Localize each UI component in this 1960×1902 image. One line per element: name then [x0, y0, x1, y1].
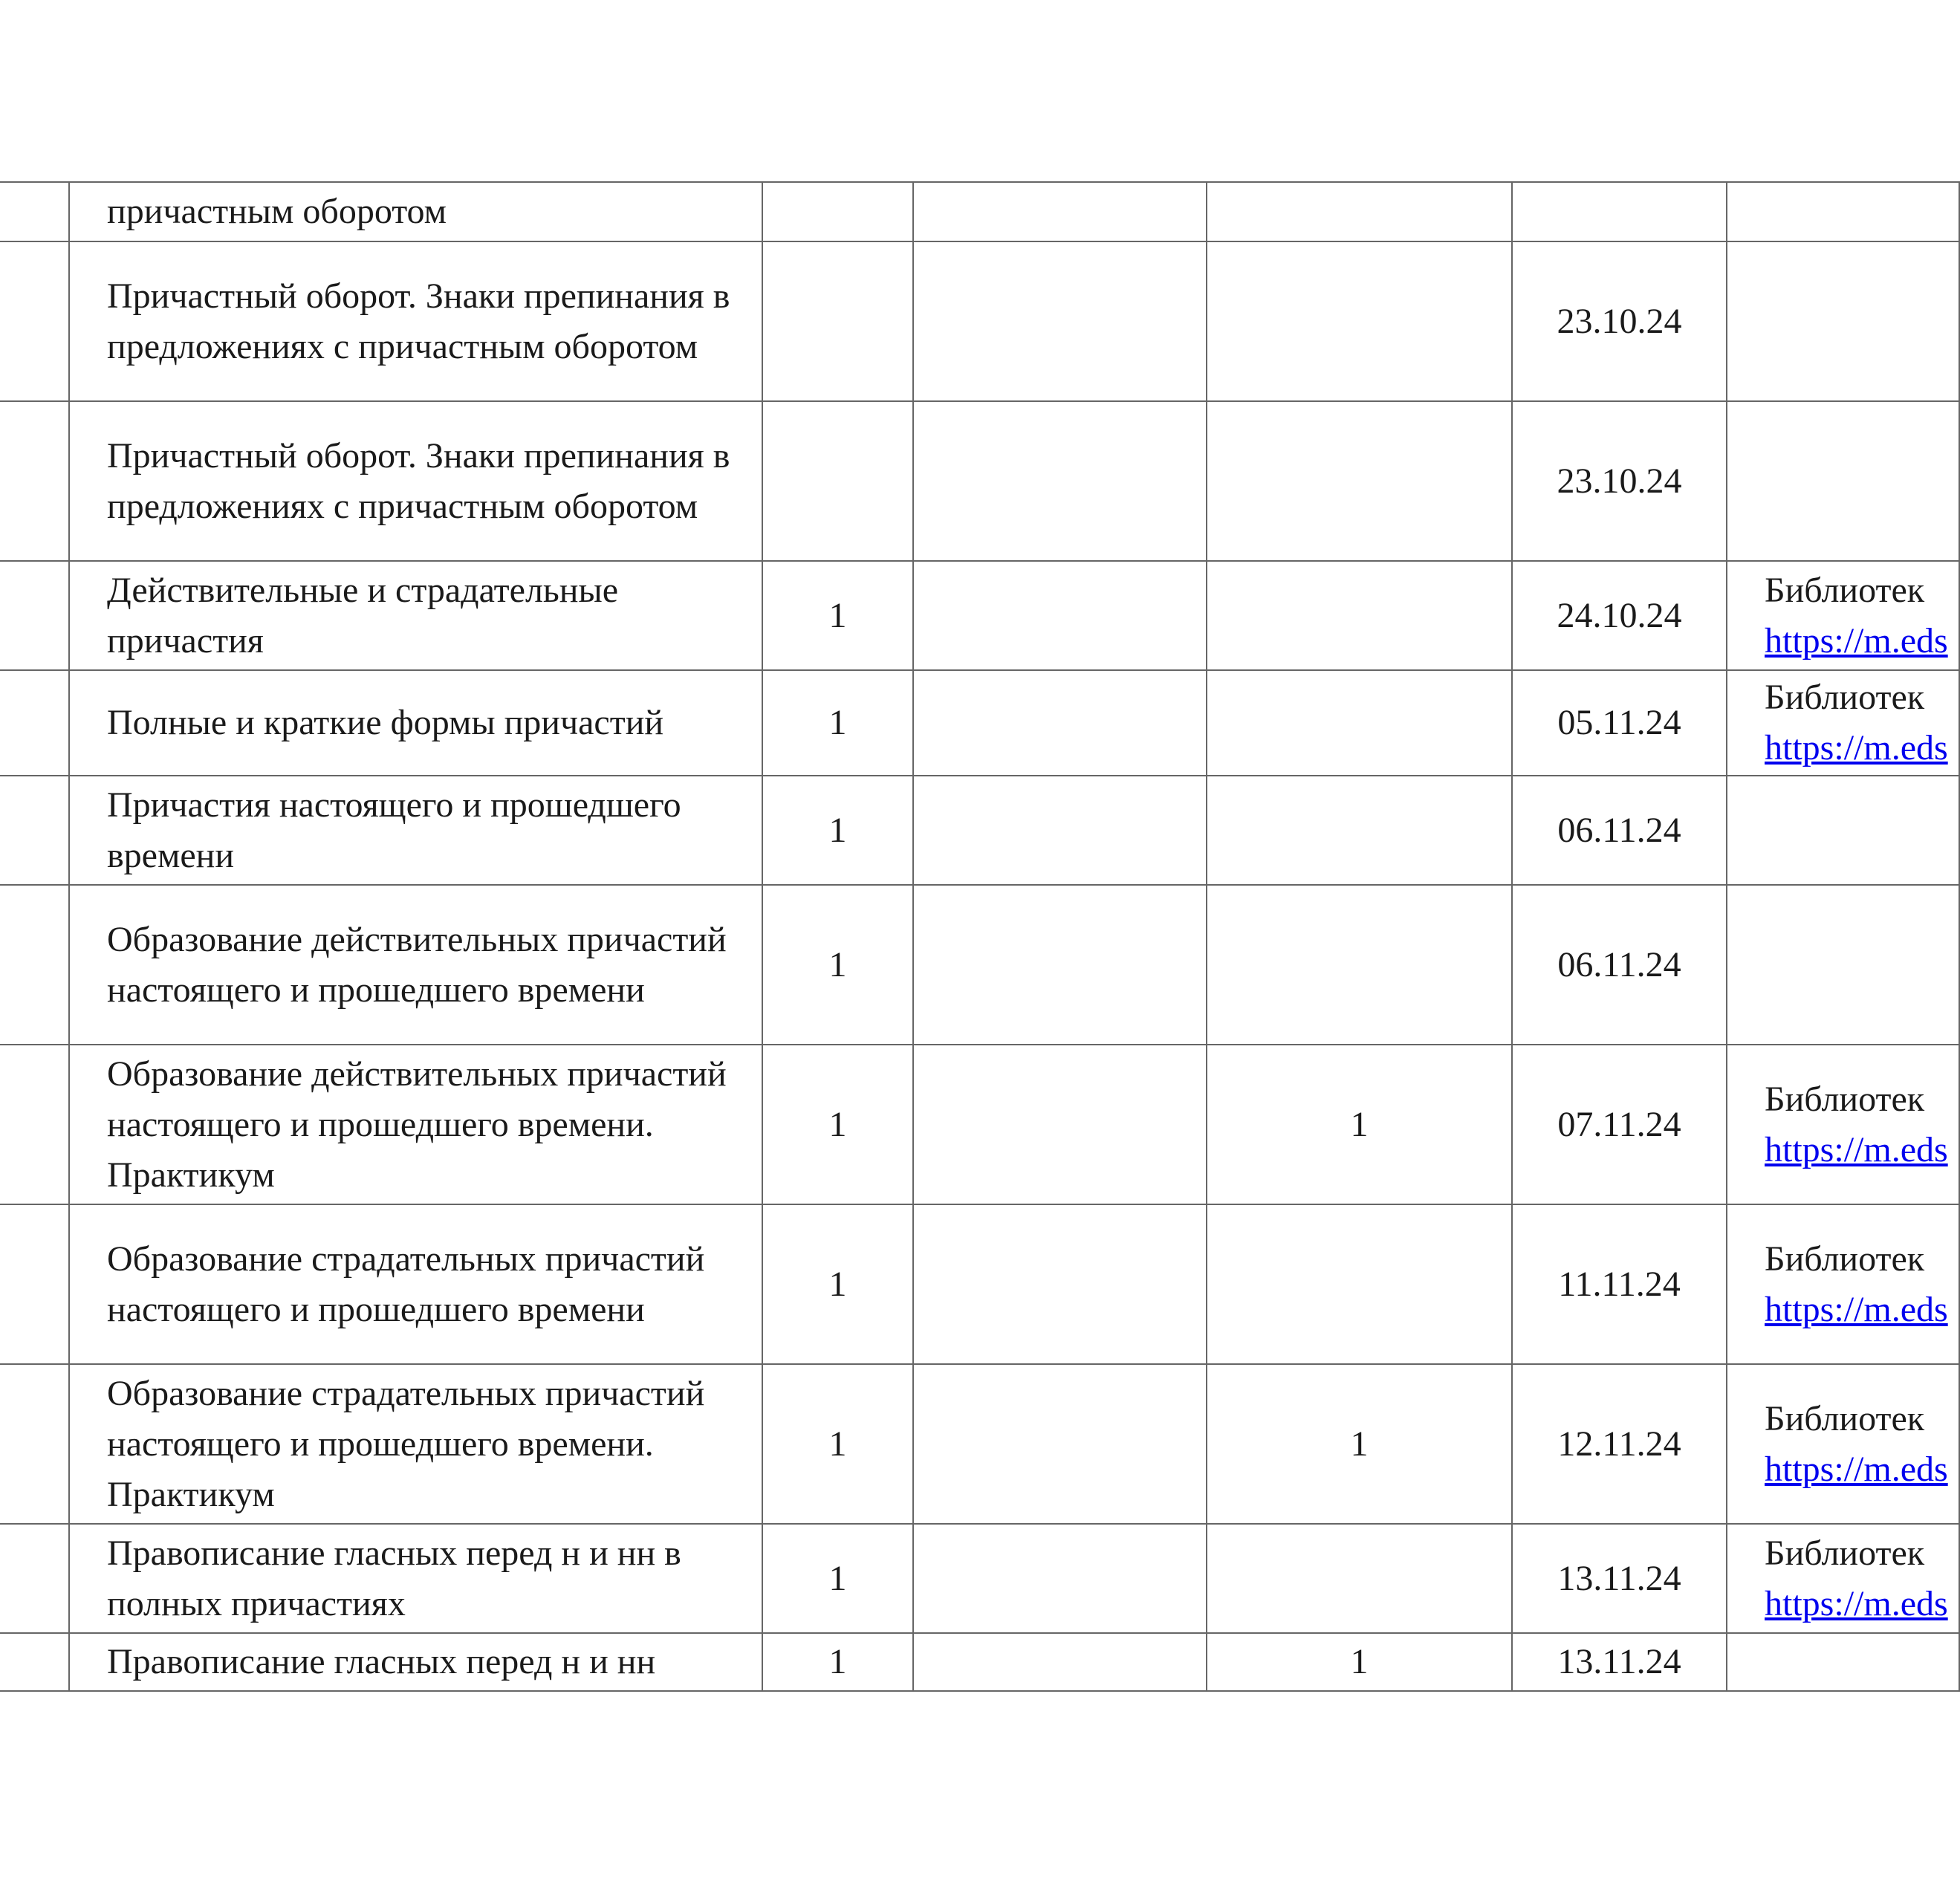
total-hours-cell: [762, 182, 913, 241]
total-hours: 1: [828, 1104, 847, 1144]
resource-library-label: Библиотек: [1765, 570, 1925, 610]
lesson-topic: Правописание гласных перед н и нн в полных причастиях: [107, 1533, 681, 1623]
lesson-number-cell: [0, 561, 69, 670]
lesson-date-cell: [1512, 241, 1727, 401]
total-hours-cell: [762, 1204, 913, 1364]
lesson-topic-cell: [69, 1045, 762, 1204]
control-work-cell: [913, 1633, 1207, 1691]
resource-cell: [1727, 241, 1959, 401]
total-hours-cell: [762, 1633, 913, 1691]
table-row: [0, 1204, 1959, 1364]
table-row: [0, 670, 1959, 776]
lesson-date-cell: [1512, 561, 1727, 670]
lesson-number-cell: [0, 885, 69, 1045]
lesson-topic: Полные и краткие формы причастий: [107, 703, 664, 742]
total-hours: 1: [828, 1558, 847, 1598]
lesson-topic-cell: [69, 1364, 762, 1524]
lesson-schedule-table: [0, 181, 1960, 1692]
lesson-date: 13.11.24: [1557, 1642, 1681, 1681]
lesson-topic: Действительные и страдательные причастия: [107, 570, 619, 660]
resource-library-label: Библиотек: [1765, 1079, 1925, 1119]
total-hours: 1: [828, 1642, 847, 1681]
lesson-number-cell: [0, 401, 69, 561]
total-hours-cell: [762, 241, 913, 401]
practical-work-cell: [1207, 182, 1512, 241]
resource-link[interactable]: https://m.eds: [1765, 1129, 1948, 1169]
control-work-cell: [913, 670, 1207, 776]
lesson-date-cell: [1512, 401, 1727, 561]
lesson-date: 07.11.24: [1557, 1104, 1681, 1144]
lesson-date: 11.11.24: [1558, 1264, 1681, 1304]
lesson-topic: Причастия настоящего и прошедшего времени: [107, 785, 681, 875]
lesson-date-cell: [1512, 1524, 1727, 1633]
resource-cell: [1727, 885, 1959, 1045]
practical-work-cell: [1207, 1524, 1512, 1633]
total-hours-cell: [762, 885, 913, 1045]
lesson-date: 13.11.24: [1557, 1558, 1681, 1598]
resource-cell: [1727, 776, 1959, 885]
lesson-number-cell: [0, 1524, 69, 1633]
lesson-topic-cell: [69, 670, 762, 776]
resource-link[interactable]: https://m.eds: [1765, 620, 1948, 660]
resource-cell: [1727, 670, 1959, 776]
lesson-date: 23.10.24: [1557, 461, 1682, 501]
table-row: [0, 561, 1959, 670]
lesson-topic-cell: [69, 182, 762, 241]
practical-work-cell: [1207, 1364, 1512, 1524]
total-hours: 1: [828, 810, 847, 850]
lesson-topic-cell: [69, 241, 762, 401]
total-hours-cell: [762, 1364, 913, 1524]
lesson-topic-cell: [69, 1524, 762, 1633]
lesson-number-cell: [0, 1633, 69, 1691]
control-work-cell: [913, 401, 1207, 561]
lesson-date-cell: [1512, 776, 1727, 885]
lesson-number-cell: [0, 776, 69, 885]
total-hours: 1: [828, 595, 847, 635]
table-row: [0, 885, 1959, 1045]
control-work-cell: [913, 1524, 1207, 1633]
control-work-cell: [913, 1204, 1207, 1364]
lesson-topic-cell: [69, 885, 762, 1045]
lesson-topic: Причастный оборот. Знаки препинания в предложениях с причастным оборотом: [107, 276, 730, 366]
lesson-date: 06.11.24: [1557, 944, 1681, 984]
table-row: [0, 1045, 1959, 1204]
lesson-date-cell: [1512, 1633, 1727, 1691]
control-work-cell: [913, 776, 1207, 885]
resource-cell: [1727, 561, 1959, 670]
resource-link[interactable]: https://m.eds: [1765, 1289, 1948, 1329]
lesson-topic: Причастный оборот. Знаки препинания в предложениях с причастным оборотом: [107, 435, 730, 526]
lesson-date: 06.11.24: [1557, 810, 1681, 850]
table-row: [0, 182, 1959, 241]
control-work-cell: [913, 561, 1207, 670]
total-hours-cell: [762, 1524, 913, 1633]
control-work-cell: [913, 1364, 1207, 1524]
control-work-cell: [913, 885, 1207, 1045]
lesson-topic: Правописание гласных перед н и нн: [107, 1642, 656, 1681]
practical-work-cell: [1207, 670, 1512, 776]
lesson-date: 05.11.24: [1557, 703, 1681, 742]
lesson-date-cell: [1512, 1364, 1727, 1524]
resource-link[interactable]: https://m.eds: [1765, 1583, 1948, 1623]
table-row: [0, 241, 1959, 401]
practical-hours: 1: [1350, 1104, 1369, 1144]
table-row: [0, 1633, 1959, 1691]
control-work-cell: [913, 182, 1207, 241]
table-body: [0, 182, 1959, 1691]
lesson-number-cell: [0, 1364, 69, 1524]
total-hours: 1: [828, 1264, 847, 1304]
resource-library-label: Библиотек: [1765, 1239, 1925, 1279]
resource-cell: [1727, 1204, 1959, 1364]
lesson-topic-cell: [69, 1204, 762, 1364]
table-row: [0, 401, 1959, 561]
lesson-number-cell: [0, 670, 69, 776]
resource-link[interactable]: https://m.eds: [1765, 728, 1948, 767]
lesson-date-cell: [1512, 885, 1727, 1045]
lesson-date-cell: [1512, 1204, 1727, 1364]
practical-hours: 1: [1350, 1424, 1369, 1464]
lesson-date: 24.10.24: [1557, 595, 1682, 635]
table-row: [0, 1364, 1959, 1524]
lesson-topic-cell: [69, 401, 762, 561]
lesson-topic: Образование действительных причастий настоящего и прошедшего времени. Практикум: [107, 1054, 727, 1195]
table-row: [0, 1524, 1959, 1633]
lesson-date: 23.10.24: [1557, 301, 1682, 341]
resource-cell: [1727, 182, 1959, 241]
control-work-cell: [913, 241, 1207, 401]
lesson-topic-cell: [69, 561, 762, 670]
practical-work-cell: [1207, 1045, 1512, 1204]
lesson-topic: Образование действительных причастий настоящего и прошедшего времени: [107, 919, 727, 1010]
total-hours-cell: [762, 670, 913, 776]
total-hours-cell: [762, 561, 913, 670]
lesson-topic-cell: [69, 1633, 762, 1691]
practical-work-cell: [1207, 776, 1512, 885]
resource-cell: [1727, 1633, 1959, 1691]
table-row: [0, 776, 1959, 885]
lesson-number-cell: [0, 1045, 69, 1204]
lesson-date: 12.11.24: [1557, 1424, 1681, 1464]
lesson-date-cell: [1512, 670, 1727, 776]
lesson-topic-cell: [69, 776, 762, 885]
lesson-number-cell: [0, 1204, 69, 1364]
resource-cell: [1727, 401, 1959, 561]
resource-library-label: Библиотек: [1765, 1398, 1925, 1438]
lesson-number-cell: [0, 182, 69, 241]
resource-cell: [1727, 1045, 1959, 1204]
resource-cell: [1727, 1364, 1959, 1524]
lesson-topic: Образование страдательных причастий настоящего и прошедшего времени: [107, 1239, 705, 1329]
resource-library-label: Библиотек: [1765, 678, 1925, 717]
practical-work-cell: [1207, 241, 1512, 401]
total-hours-cell: [762, 1045, 913, 1204]
lesson-date-cell: [1512, 1045, 1727, 1204]
lesson-topic: причастным оборотом: [107, 192, 447, 231]
resource-link[interactable]: https://m.eds: [1765, 1449, 1948, 1489]
resource-library-label: Библиотек: [1765, 1533, 1925, 1573]
lesson-topic: Образование страдательных причастий настоящего и прошедшего времени. Практикум: [107, 1373, 705, 1514]
total-hours-cell: [762, 776, 913, 885]
practical-work-cell: [1207, 1204, 1512, 1364]
total-hours: 1: [828, 944, 847, 984]
practical-work-cell: [1207, 885, 1512, 1045]
practical-work-cell: [1207, 1633, 1512, 1691]
control-work-cell: [913, 1045, 1207, 1204]
total-hours: 1: [828, 703, 847, 742]
total-hours: 1: [828, 1424, 847, 1464]
lesson-number-cell: [0, 241, 69, 401]
practical-hours: 1: [1350, 1642, 1369, 1681]
total-hours-cell: [762, 401, 913, 561]
lesson-date-cell: [1512, 182, 1727, 241]
practical-work-cell: [1207, 401, 1512, 561]
resource-cell: [1727, 1524, 1959, 1633]
practical-work-cell: [1207, 561, 1512, 670]
